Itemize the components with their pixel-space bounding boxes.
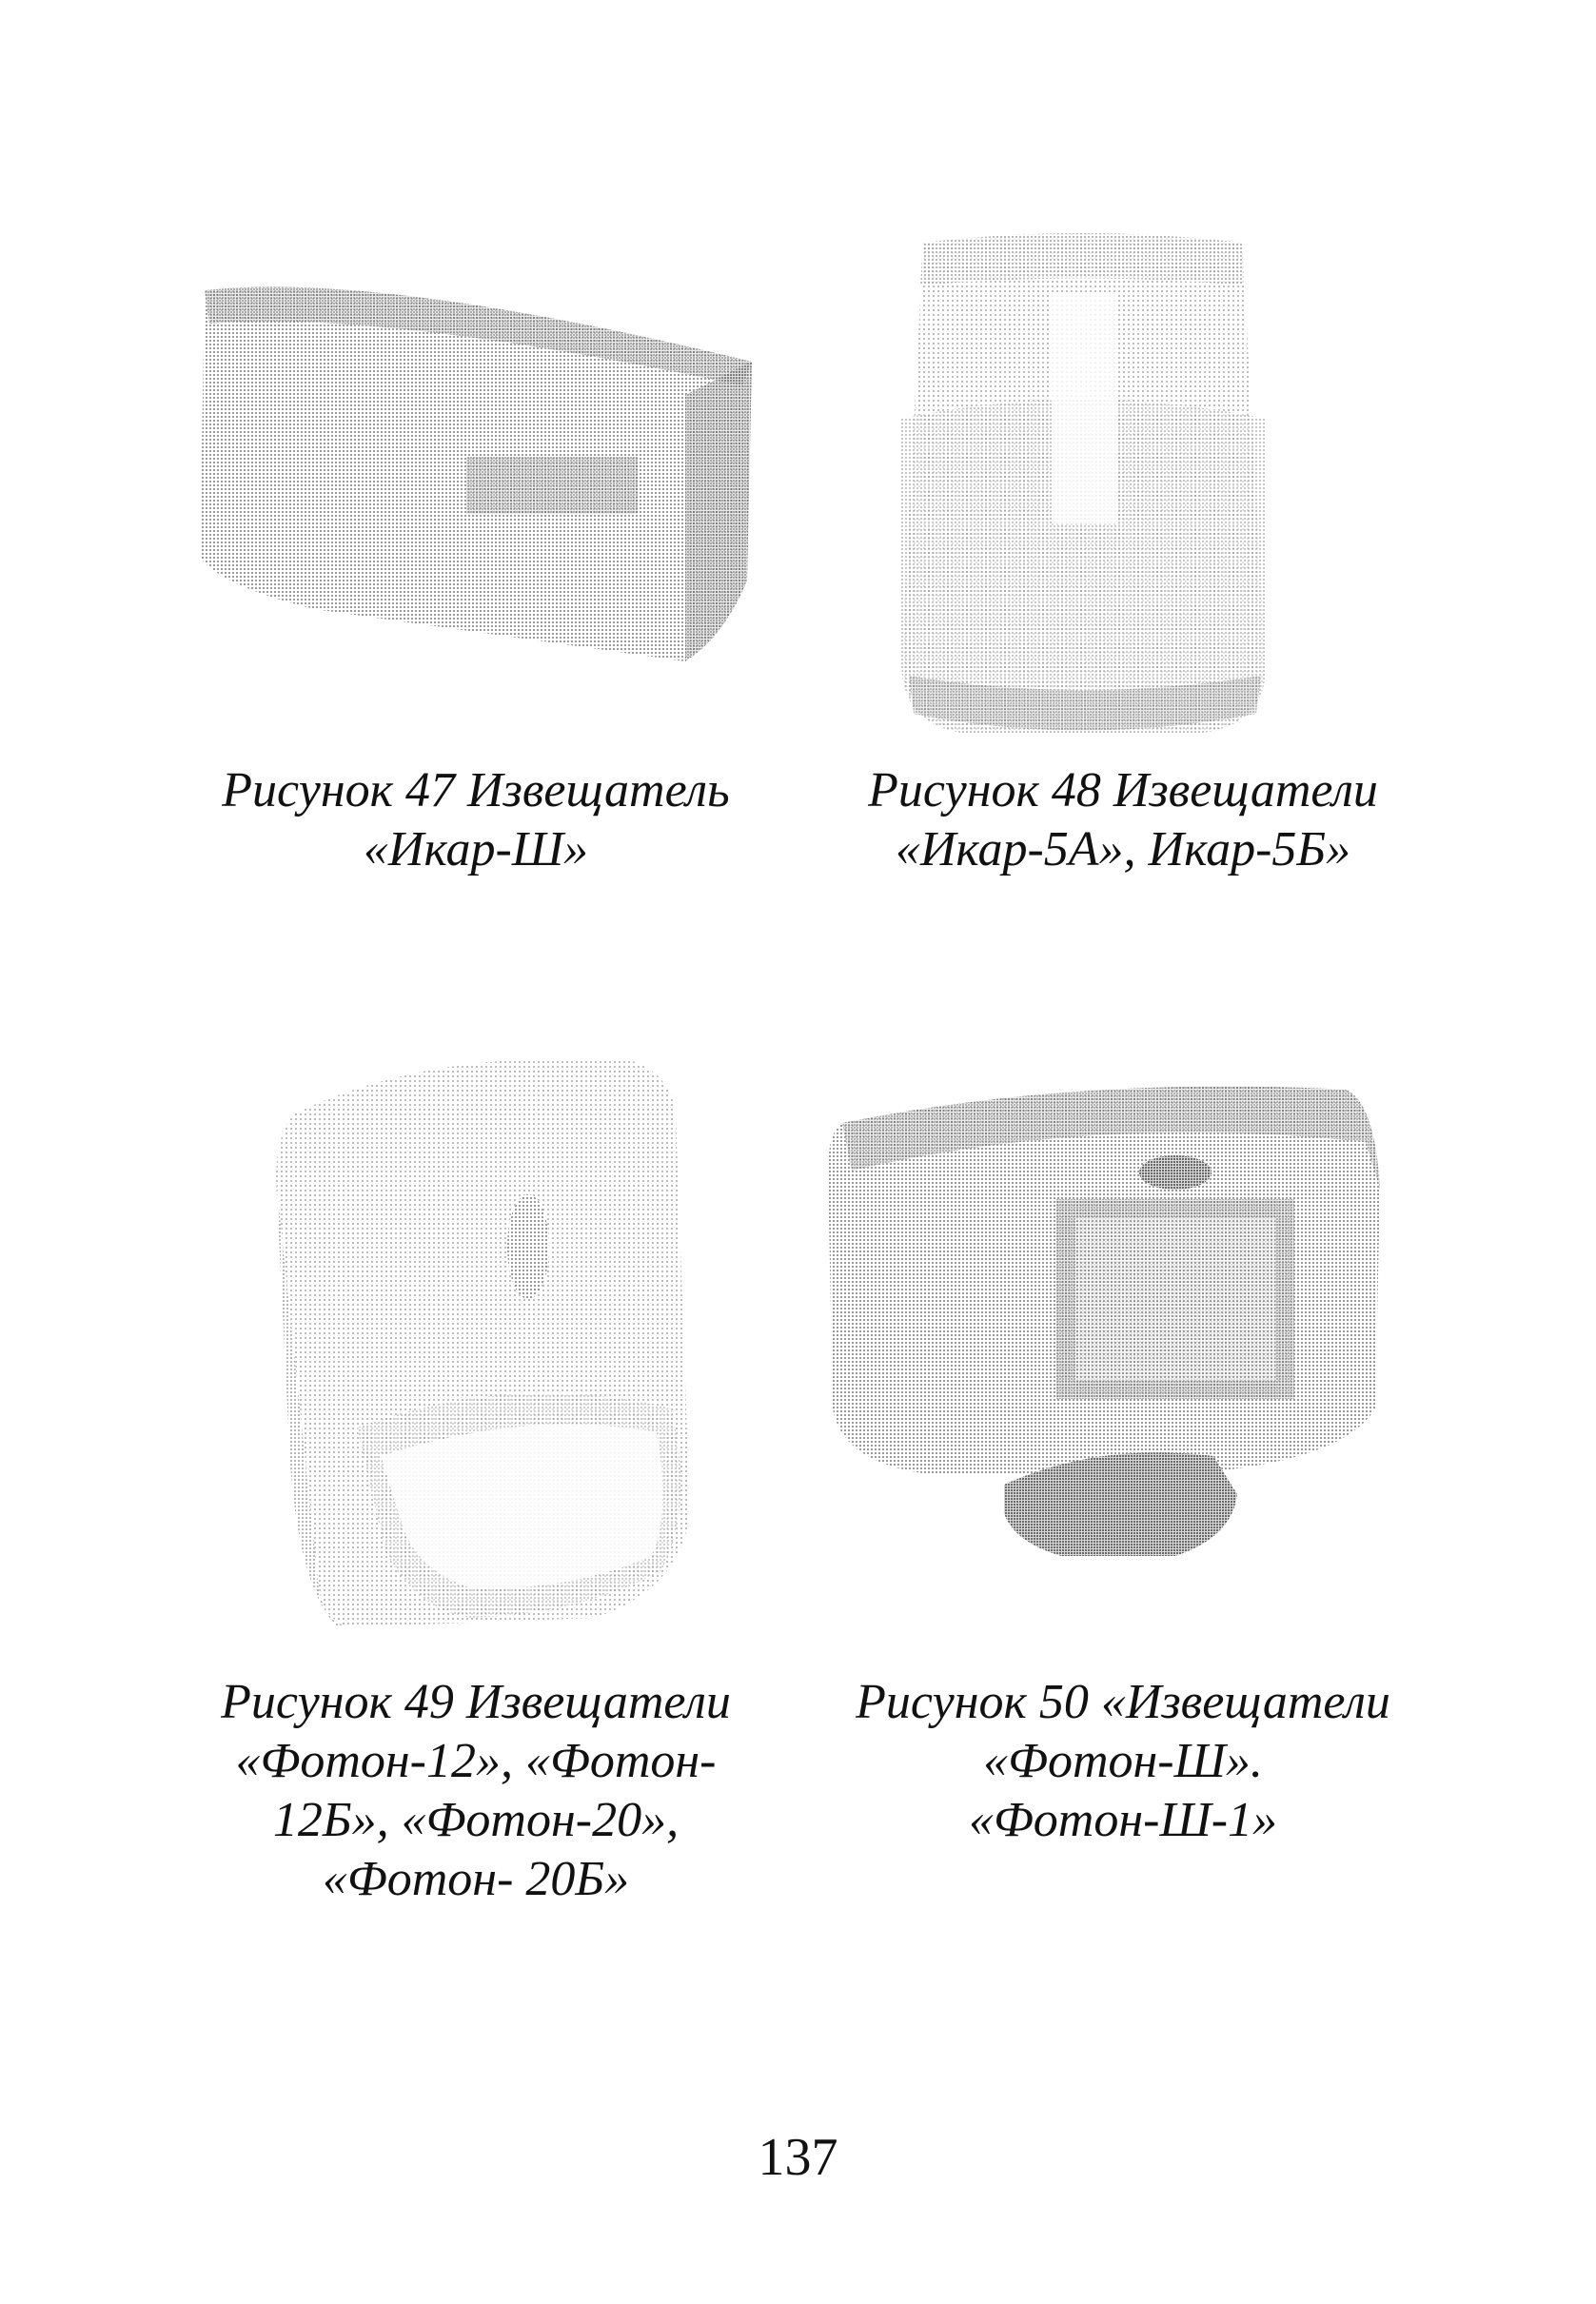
caption-line: Рисунок 47 Извещатель (222, 763, 730, 817)
figure-49-image (271, 1056, 719, 1637)
figure-48-caption (761, 761, 1485, 879)
caption-line: Рисунок 48 Извещатели (868, 763, 1378, 817)
foton-12-20-detector-photo (271, 1056, 719, 1637)
figure-48-image (890, 228, 1271, 742)
caption-line: Рисунок 49 Извещатели (221, 1675, 731, 1729)
caption-line: Рисунок 50 «Извещатели (856, 1675, 1390, 1729)
caption-line: «Фотон-Ш-1» (968, 1793, 1278, 1847)
foton-sh-detector-photo (814, 1075, 1385, 1575)
caption-line: «Икар-5А», Икар-5Б» (895, 822, 1351, 876)
caption-line: «Фотон-Ш». (983, 1734, 1263, 1788)
page-number: 137 (758, 2128, 838, 2187)
figure-47-caption (143, 761, 809, 879)
caption-line: «Фотон- 20Б» (322, 1852, 630, 1906)
figure-50-caption (761, 1673, 1485, 1850)
ikar-sh-detector-photo (190, 271, 761, 680)
figure-50-image (814, 1075, 1385, 1575)
figure-47-image (190, 271, 761, 680)
ikar-5a-5b-detector-photo (890, 228, 1271, 742)
caption-line: «Икар-Ш» (363, 822, 589, 876)
figure-49-caption (143, 1673, 809, 1909)
caption-line: «Фотон-12», «Фотон- (235, 1734, 717, 1788)
caption-line: 12Б», «Фотон-20», (272, 1793, 680, 1847)
